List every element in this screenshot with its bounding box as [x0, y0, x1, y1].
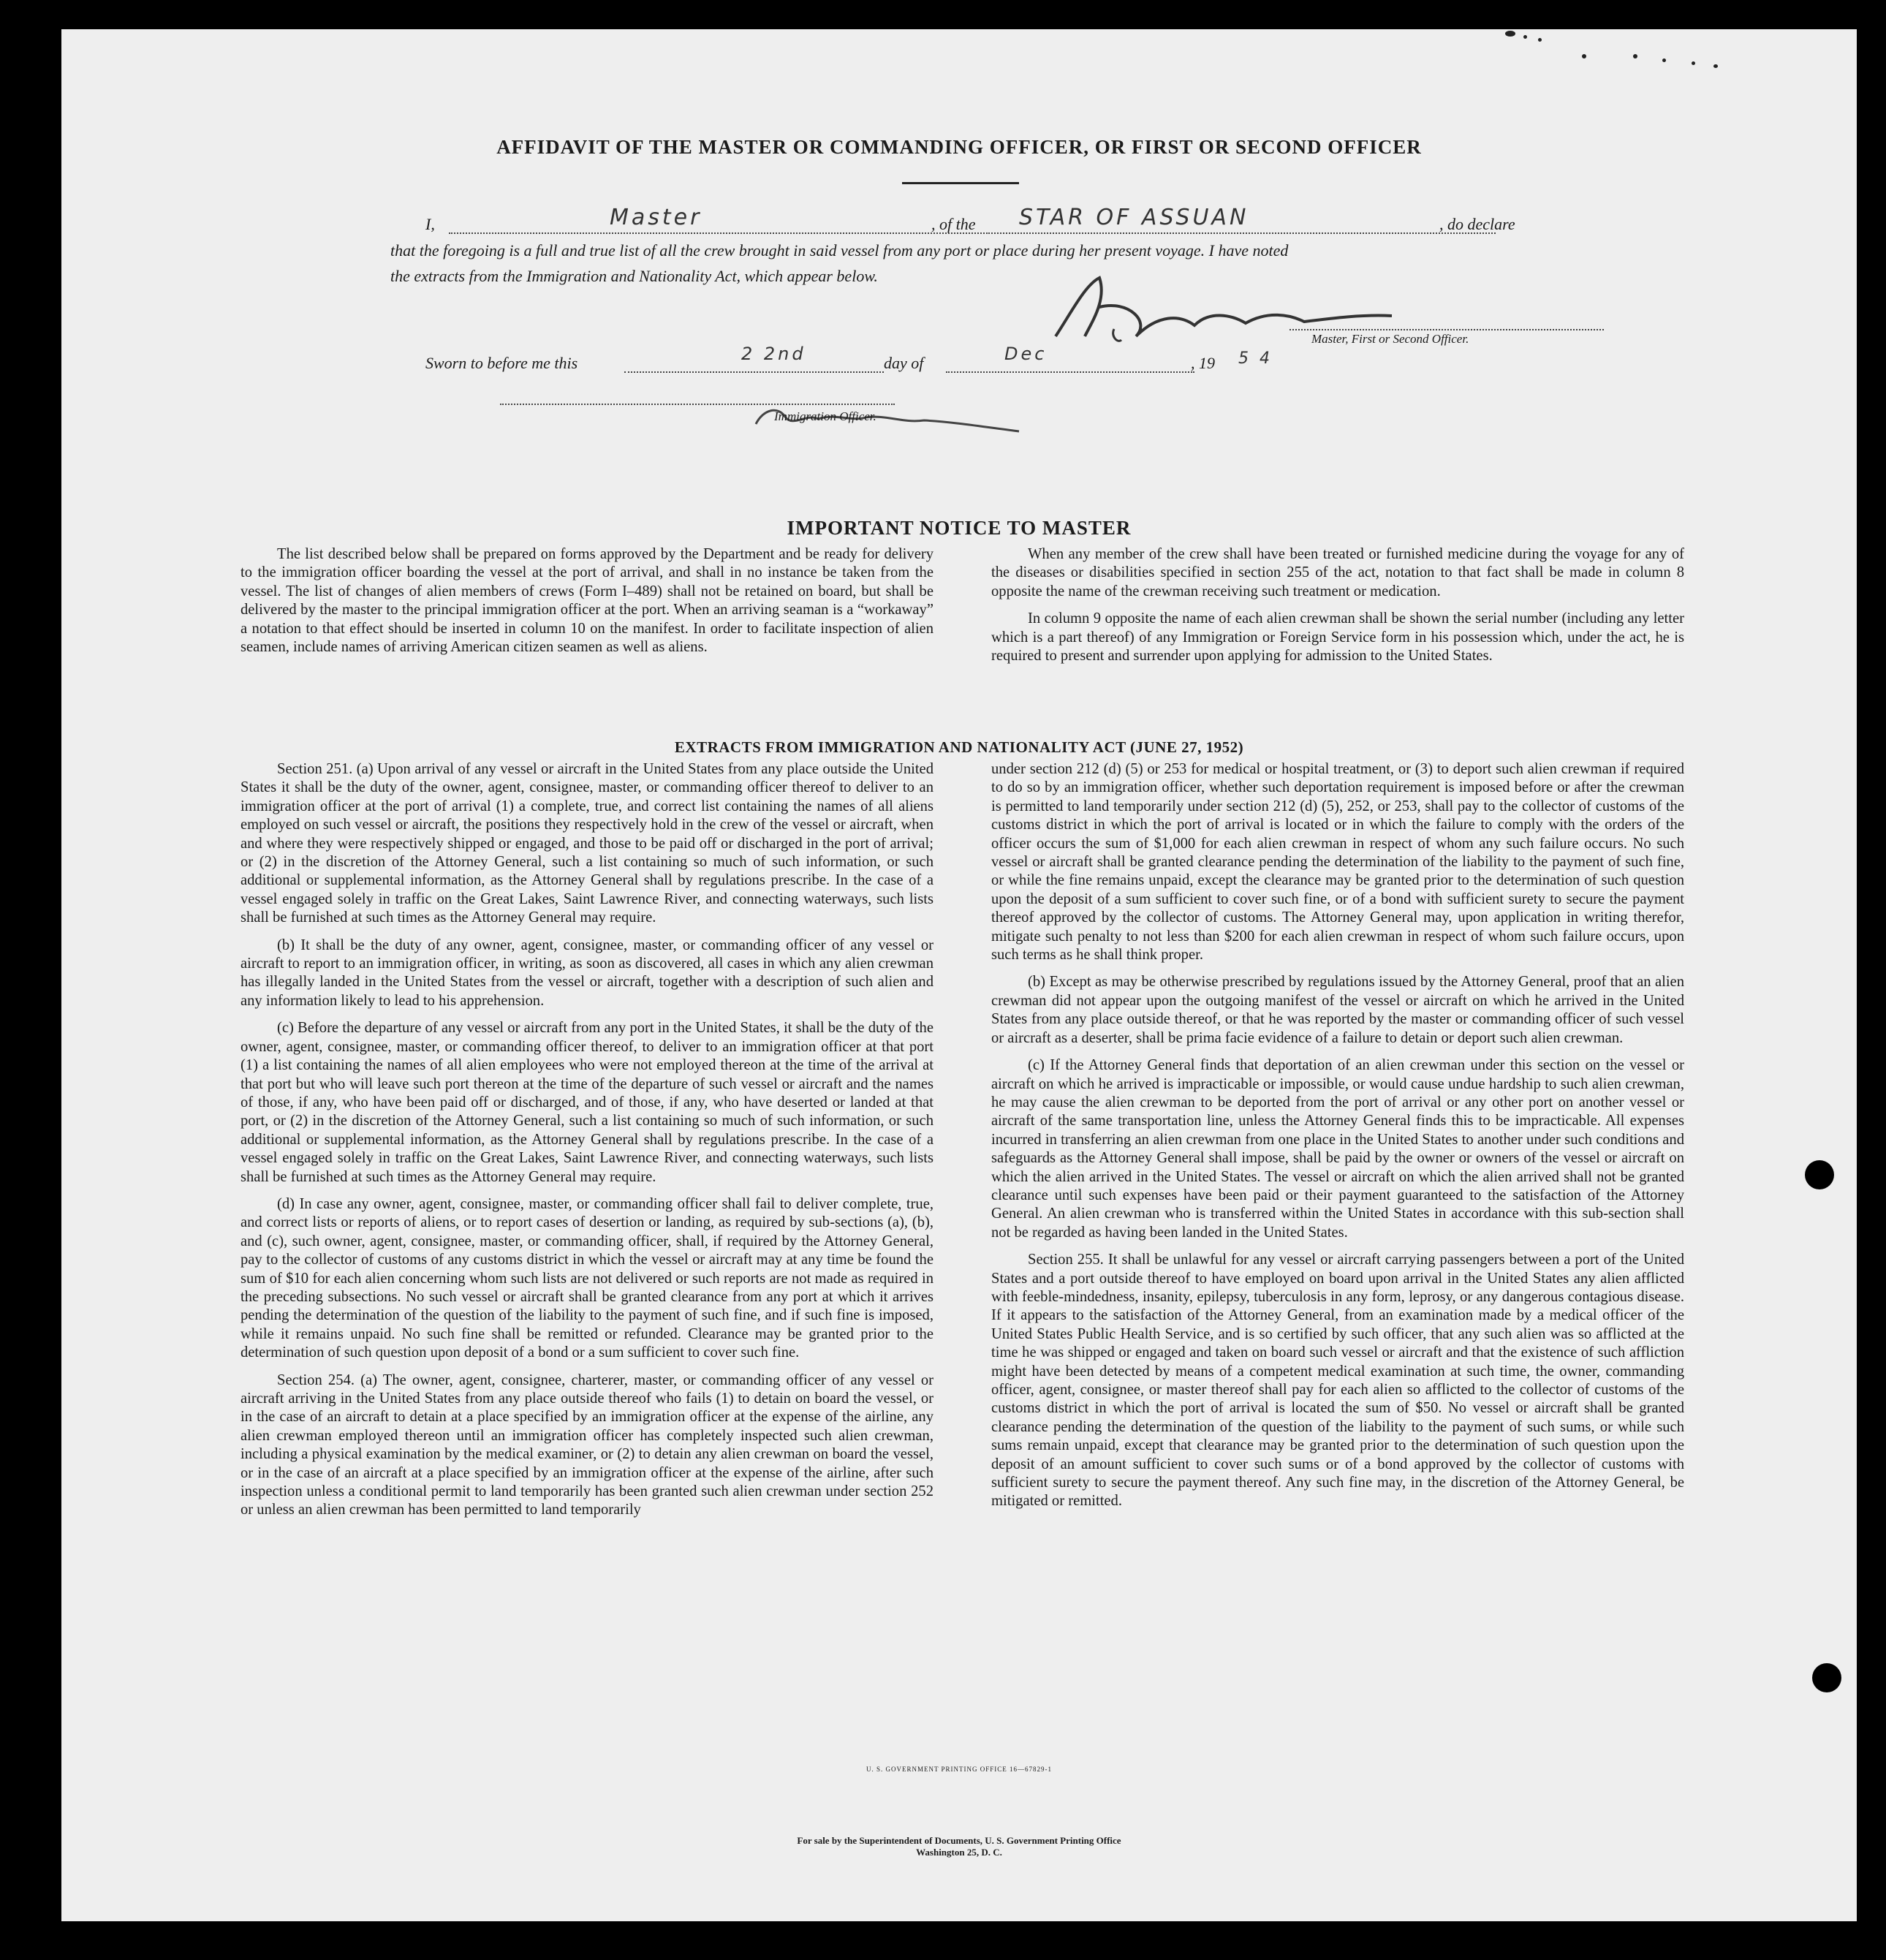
month-blank — [946, 371, 1194, 373]
notice-right-paragraph-1: When any member of the crew shall have been treated or furnished medicine during the voyage for any of the diseases or disabilities specified in section 255 of the act, notation to that fact shall be made in column 8 opposite the name of the crewman receiving such treatment or medication. — [991, 546, 1684, 599]
section-254a-continued: under section 212 (d) (5) or 253 for medical or hospital treatment, or (3) to deport such alien crewman if required to do so by an immigration officer, whether such deportation requirement is imposed before or after the crewman is permitted to land temporarily under section 212 (d) (5), 252, or 253, shall pay to the collector of customs of the customs district in which the port of arrival is located or in which the failure to comply with the orders of the officer occurs the sum of $1,000 for each alien crewman in respect of whom any such failure occurs. No such vessel or aircraft shall be granted clearance pending the determination of the liability to the payment of such fine, or while the fine remains unpaid, except the clearance may be granted prior to the determination of such question upon the deposit of a sum sufficient to cover such fine, or of a bond with sufficient surety to secure the payment thereof approved by the collector of customs. The Attorney General may, upon application in writing therefor, mitigate such penalty to not less than $200 for each alien crewman in respect of whom such failure occurs, upon such terms as he shall think proper. — [991, 761, 1684, 964]
officer-caption: Immigration Officer. — [774, 409, 876, 423]
extracts-right-column — [991, 760, 1684, 1520]
sworn-day-handwritten: 2 2nd — [741, 344, 806, 364]
notice-left-paragraph: The list described below shall be prepared on forms approved by the Department and be ready for delivery to the immigration officer boarding the vessel at the port of arrival, and shall in no instance be taken from the vessel. The list of changes of alien members of crews (Form I–489) shall not be retained on board, but shall be delivered by the master to the principal immigration officer at the port. When an arriving seaman is a “workaway” a notation to that effect should be inserted in column 10 on the manifest. In order to facilitate inspection of alien seamen, include names of arriving American citizen seamen as well as aliens. — [241, 546, 933, 656]
title-rule — [902, 182, 1019, 184]
notice-right-column — [991, 545, 1684, 674]
affidavit-page — [61, 29, 1857, 1921]
signature-caption: Master, First or Second Officer. — [1311, 332, 1469, 346]
do-declare-label: , do declare — [1439, 215, 1515, 233]
scan-speck — [1692, 61, 1695, 65]
name-blank — [449, 232, 990, 234]
extracts-title: EXTRACTS FROM IMMIGRATION AND NATIONALITY ACT (JUNE 27, 1952) — [674, 738, 1244, 756]
year-label: , 19 — [1191, 354, 1215, 372]
sworn-label: Sworn to before me this — [425, 354, 578, 372]
section-251c: (c) Before the departure of any vessel or aircraft from any port in the United States, it shall be the duty of the owner, agent, consignee, master, or commanding officer thereof, to deliver to an immigration officer at that port (1) a list containing the names of all alien employees who were not employed thereon at the time of the arrival at that port but who will leave such port thereon at the time of the departure of such vessel or aircraft and the names of those, if any, who have been paid off or discharged, and of those, if any, who have deserted or landed at that port, or (2) in the discretion of the Attorney General, such a list containing so much of such information, or such additional or supplemental information, as the Attorney General shall by regulations prescribe. In the case of a vessel engaged solely in traffic on the Great Lakes, Saint Lawrence River, and connecting waterways, such lists shall be furnished at such times as the Attorney General may require. — [241, 1020, 933, 1185]
notice-right-paragraph-2: In column 9 opposite the name of each alien crewman shall be shown the serial number (including any letter which is a part thereof) of any Immigration or Foreign Service form in his possession which, under the act, he is required to present and surrender upon applying for admission to the United States. — [991, 610, 1684, 665]
scan-speck — [1582, 54, 1586, 58]
section-254b: (b) Except as may be otherwise prescribed by regulations issued by the Attorney General, proof that an alien crewman did not appear upon the outgoing manifest of the vessel or aircraft on which he arrived in the United States from any place outside thereof, or that he was reported by the master or commanding officer of such vessel or aircraft as a deserter, shall be prima facie evidence of a failure to detain or deport such alien crewman. — [991, 974, 1684, 1046]
punch-hole — [1805, 1160, 1834, 1189]
scan-speck — [1713, 64, 1718, 68]
scan-speck — [1633, 54, 1637, 58]
declaration-line-3: the extracts from the Immigration and Nationality Act, which appear below. — [390, 267, 878, 285]
punch-hole — [1812, 1663, 1841, 1692]
sworn-day-blank — [624, 371, 884, 373]
scan-speck — [1523, 35, 1527, 39]
affidavit-title: AFFIDAVIT OF THE MASTER OR COMMANDING OFFICER, OR FIRST OR SECOND OFFICER — [496, 136, 1422, 158]
i-label: I, — [425, 215, 435, 233]
declaration-line-2: that the foregoing is a full and true list of all the crew brought in said vessel from any port or place during her present voyage. I have noted — [390, 241, 1289, 260]
footer-line-1: For sale by the Superintendent of Documents, U. S. Government Printing Office — [797, 1835, 1121, 1846]
section-254a: Section 254. (a) The owner, agent, consignee, charterer, master, or commanding officer of any vessel or aircraft arriving in the United States from any place outside thereof who fails (1) to detain on board the vessel, or in the case of an aircraft to detain at a place specified by an immigration officer at the expense of the airline, any alien crewman employed thereon until an immigration officer has completely inspected such alien crewman, including a physical examination by the medical examiner, or (2) to detain any alien crewman on board the vessel, or in the case of an aircraft at a place specified by an immigration officer at the expense of the airline, after such inspection unless a conditional permit to land temporarily has been granted such alien crewman under section 252 or unless an alien crewman has been permitted to land temporarily — [241, 1371, 933, 1518]
signature-blank — [1289, 329, 1604, 330]
year-handwritten: 5 4 — [1238, 349, 1273, 368]
scan-speck — [1538, 38, 1542, 42]
section-251a: Section 251. (a) Upon arrival of any vessel or aircraft in the United States from any place outside the United States it shall be the duty of the owner, agent, consignee, master, or commanding officer thereof to deliver to an immigration officer at the port of arrival (1) a complete, true, and correct list containing the names of all aliens employed on such vessel or aircraft, the positions they respectively hold in the crew of the vessel or aircraft, when and where they were respectively shipped or engaged, and those to be paid off or discharged in the port of arrival; or (2) in the discretion of the Attorney General, such a list containing so much of such information, or such additional or supplemental information, as the Attorney General shall by regulations prescribe. In the case of a vessel engaged solely in traffic on the Great Lakes, Saint Lawrence River, and connecting waterways, such lists shall be furnished at such times as the Attorney General may require. — [241, 761, 933, 926]
month-handwritten: Dec — [1004, 344, 1048, 364]
printing-office-imprint: U. S. GOVERNMENT PRINTING OFFICE 16—67829-1 — [866, 1766, 1053, 1773]
vessel-handwritten: STAR OF ASSUAN — [1019, 205, 1249, 230]
extracts-left-column — [241, 760, 933, 1529]
section-255: Section 255. It shall be unlawful for any vessel or aircraft carrying passengers between a port of the United States and a port outside thereof to have employed on board upon arrival in the United States any alien afflicted with feeble-mindedness, insanity, epilepsy, tuberculosis in any form, leprosy, or any dangerous contagious disease. If it appears to the satisfaction of the Attorney General, from an examination made by a medical officer of the United States Public Health Service, and is so certified by such officer, that any such alien was so afflicted at the time he was shipped or engaged and taken on board such vessel or aircraft and that the existence of such affliction might have been detected by means of a competent medical examination at such time, the owner, commanding officer, agent, consignee, or master thereof shall pay for each alien so afflicted to the collector of customs of the customs district in which the port of arrival is located the sum of $50. No vessel or aircraft shall be granted clearance pending the determination of the question of the liability to the payment of such sums, or while such sums remain unpaid, except that clearance may be granted prior to the determination of such question upon the deposit of an amount sufficient to cover such sums or of a bond approved by the collector of customs with sufficient surety to secure the payment thereof. Any such fine may, in the discretion of the Attorney General, be mitigated or remitted. — [991, 1252, 1684, 1510]
name-handwritten: Master — [610, 205, 702, 230]
of-the-label: , of the — [931, 215, 976, 233]
scan-speck — [1505, 31, 1515, 37]
section-251b: (b) It shall be the duty of any owner, agent, consignee, master, or commanding officer of any vessel or aircraft to report to an immigration officer, in writing, as soon as discovered, all cases in which any alien crewman has illegally landed in the United States from the vessel or aircraft, together with a description of such alien and any information likely to lead to his apprehension. — [241, 937, 933, 1009]
section-251d: (d) In case any owner, agent, consignee, master, or commanding officer shall fail to deliver complete, true, and correct lists or reports of aliens, or to report cases of desertion or landing, as required by sub-sections (a), (b), and (c), such owner, agent, consignee, master, or commanding officer, shall, if required by the Attorney General, pay to the collector of customs of any customs district in which the vessel or aircraft may at any time be found the sum of $10 for each alien concerning whom such lists are not delivered or such reports are not made as required in the preceding subsections. No such vessel or aircraft shall be granted clearance from any port at which it arrives pending the determination of the question of the liability to the payment of such fine, and if such fine is imposed, while it remains unpaid. No such fine shall be remitted or refunded. Clearance may be granted prior to the determination of such question upon deposit of a bond or a sum sufficient to cover such fine. — [241, 1195, 933, 1361]
footer — [61, 1835, 1857, 1858]
vessel-blank — [991, 232, 1496, 234]
section-254c: (c) If the Attorney General finds that deportation of an alien crewman under this section on the vessel or aircraft on which he arrived is impracticable or impossible, or would cause undue hardship to such alien crewman, he may cause the alien crewman to be deported from the port of arrival or any other port on another vessel or aircraft of the same transportation line, unless the Attorney General finds this to be impracticable. All expenses incurred in transferring an alien crewman from one place in the United States to another under such conditions and safeguards as the Attorney General shall impose, shall be paid by the owner or owners of the vessel or aircraft on which the alien arrived in the United States. The vessel or aircraft on which the alien arrived shall not be granted clearance until such expenses have been paid or their payment guaranteed to the satisfaction of the Attorney General. An alien crewman who is transferred within the United States in accordance with this sub-section shall not be regarded as having been landed in the United States. — [991, 1057, 1684, 1241]
footer-line-2: Washington 25, D. C. — [916, 1847, 1002, 1858]
notice-title: IMPORTANT NOTICE TO MASTER — [787, 517, 1132, 539]
officer-blank — [500, 404, 895, 405]
notice-left-column — [241, 545, 933, 665]
scan-speck — [1662, 58, 1666, 62]
day-of-label: day of — [884, 354, 924, 372]
